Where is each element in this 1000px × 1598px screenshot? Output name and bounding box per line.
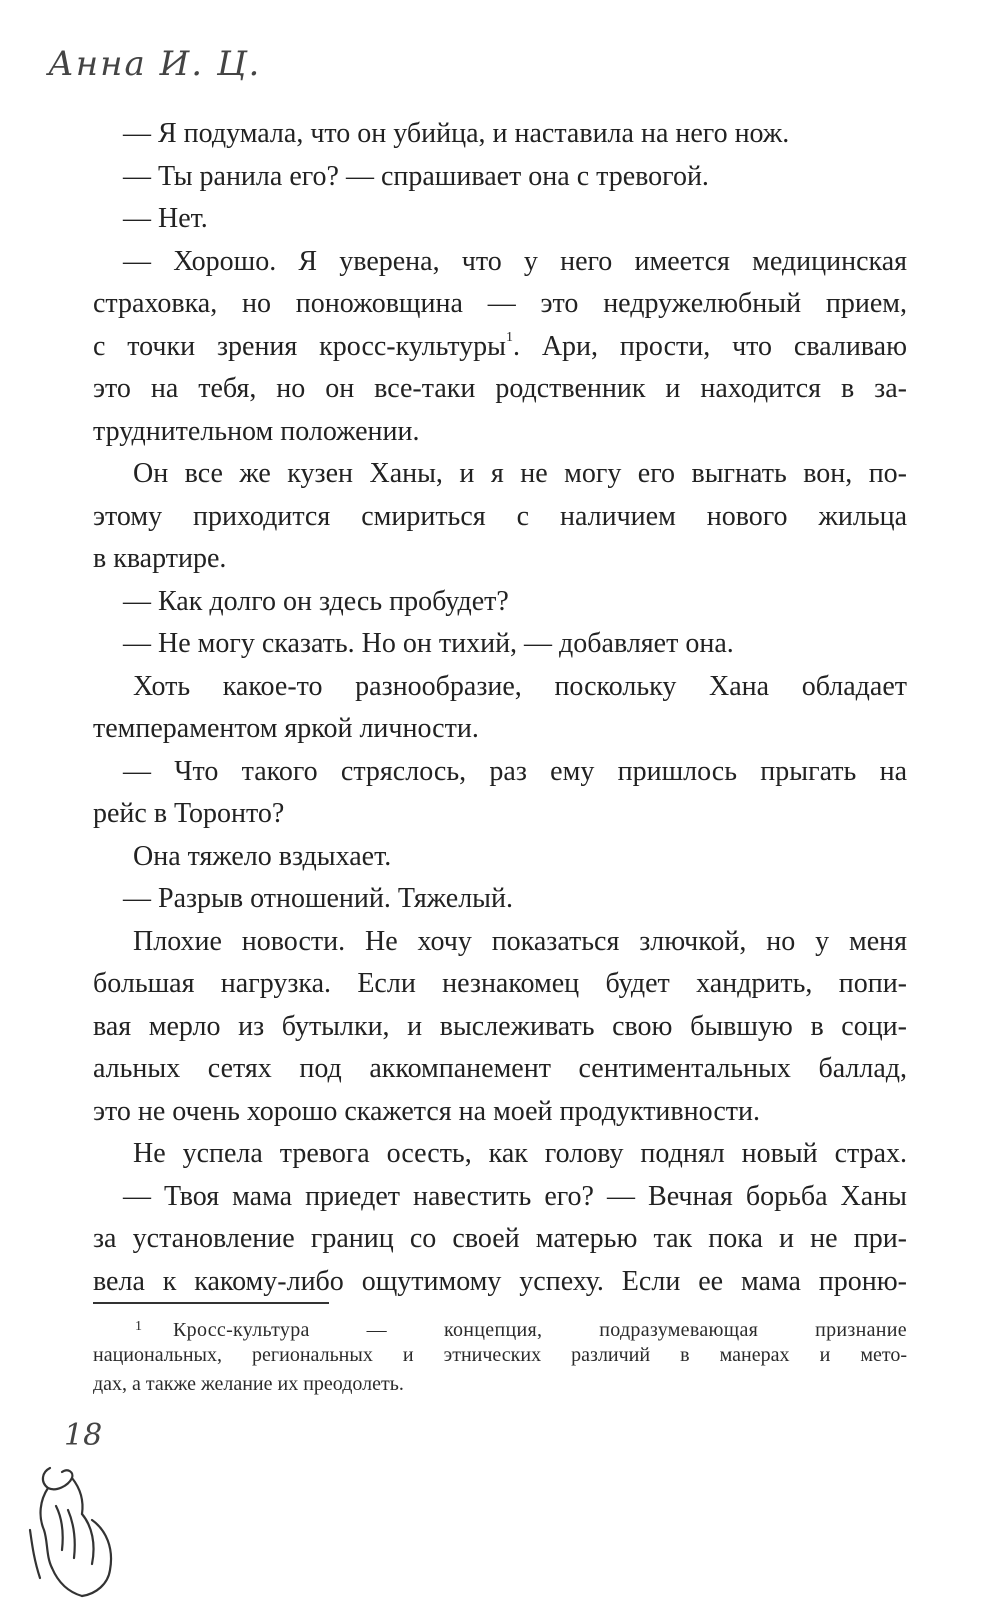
text-line: это не очень хорошо скажется на моей продуктивности. <box>93 1095 760 1127</box>
text-line: Плохие новости. Не хочу показаться злючкой, но у меня <box>133 925 907 957</box>
text-line: — Я подумала, что он убийца, и наставила на него нож. <box>123 118 790 149</box>
body-text <box>93 113 907 1303</box>
footnote-reference: 1 <box>505 329 513 345</box>
text-line: — Хорошо. Я уверена, что у него имеется медицинская <box>123 245 907 277</box>
text-line: Хоть какое-то разнообразие, поскольку Хана обладает <box>133 670 907 702</box>
page-number-text: 18 <box>64 1418 103 1453</box>
text-line: Не успела тревога осесть, как голову поднял новый страх. <box>133 1138 907 1169</box>
text-line: большая нагрузка. Если незнакомец будет хандрить, попи- <box>93 968 907 999</box>
sketch-stroke <box>68 1510 75 1558</box>
footnote-text: Кросс-культура — концепция, подразумевающая признание <box>173 1319 907 1341</box>
text-line: альных сетях под аккомпанемент сентиментальных баллад, <box>93 1053 907 1084</box>
text-line: — Твоя мама приедет навестить его? — Вечная борьба Ханы <box>123 1180 907 1212</box>
text-line: темпераментом яркой личности. <box>93 713 479 744</box>
hand-sketch-icon <box>22 1460 132 1598</box>
text-line: вела к какому-либо ощутимому успеху. Если ее мама проню- <box>93 1265 907 1297</box>
text-line: — Ты ранила его? — спрашивает она с тревогой. <box>123 160 709 192</box>
sketch-stroke <box>30 1530 40 1578</box>
sketch-stroke <box>82 1520 111 1596</box>
text-line: — Нет. <box>123 203 208 234</box>
text-segment: с точки зрения кросс-культуры <box>93 330 506 362</box>
footnote-divider <box>93 1302 329 1304</box>
footnote-line: национальных, региональных и этнических различий в манерах и мето- <box>93 1344 907 1366</box>
text-line: в квартире. <box>93 543 227 574</box>
footnote-line <box>93 1312 907 1341</box>
sketch-stroke <box>41 1488 52 1568</box>
text-line: труднительном положении. <box>93 415 420 447</box>
text-line: за установление границ со своей матерью так пока и не при- <box>93 1223 907 1254</box>
footnote-marker: 1 <box>135 1319 142 1334</box>
text-line-with-footnote <box>93 326 907 369</box>
sketch-stroke <box>43 1468 72 1489</box>
text-segment: . Ари, прости, что сваливаю <box>512 330 907 362</box>
page-number <box>64 1418 102 1453</box>
text-line: вая мерло из бутылки, и выслеживать свою бывшую в соци- <box>93 1010 907 1042</box>
sketch-stroke <box>72 1478 83 1514</box>
text-line: этому приходится смириться с наличием нового жильца <box>93 500 907 532</box>
text-line: рейс в Торонто? <box>93 798 285 829</box>
text-line: — Как долго он здесь пробудет? <box>123 585 509 617</box>
running-header <box>48 44 261 84</box>
text-line: — Не могу сказать. Но он тихий, — добавляет она. <box>123 628 734 659</box>
text-line: — Что такого стряслось, раз ему пришлось прыгать на <box>123 755 907 787</box>
text-line: страховка, но поножовщина — это недружелюбный прием, <box>93 288 907 319</box>
footnote-line: дах, а также желание их преодолеть. <box>93 1373 404 1395</box>
footnote-block <box>93 1312 907 1399</box>
sketch-stroke <box>52 1568 82 1596</box>
sketch-stroke <box>56 1506 63 1550</box>
running-header-text: Анна И. Ц. <box>48 44 262 84</box>
text-line: это на тебя, но он все-таки родственник и находится в за- <box>93 373 907 404</box>
text-line: Он все же кузен Ханы, и я не могу его выгнать вон, по- <box>133 458 907 489</box>
sketch-stroke <box>82 1514 94 1564</box>
text-line: — Разрыв отношений. Тяжелый. <box>123 883 513 914</box>
text-line: Она тяжело вздыхает. <box>133 840 392 872</box>
